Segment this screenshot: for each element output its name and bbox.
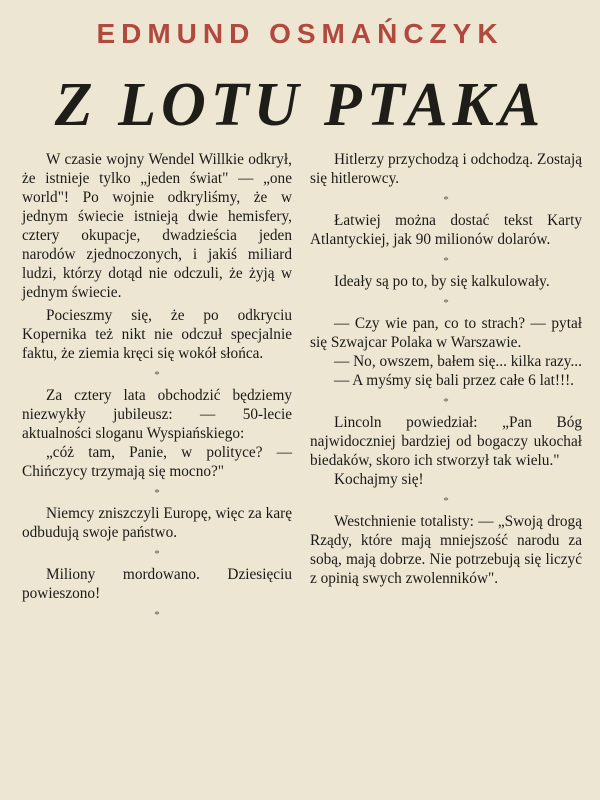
separator-star: *	[154, 609, 160, 621]
paragraph: — Czy wie pan, co to strach? — pytał się Szwajcar Polaka w Warszawie.	[310, 315, 582, 351]
separator-star: *	[443, 255, 449, 267]
separator-star: *	[154, 487, 160, 499]
paragraph: Lincoln powiedział: „Pan Bóg najwidoczniej bardziej od bogaczy ukochał biedaków, skoro ich stworzył tak wielu."	[310, 414, 582, 469]
separator-star: *	[443, 297, 449, 309]
paragraph: Łatwiej można dostać tekst Karty Atlantyckiej, jak 90 milionów dolarów.	[310, 212, 582, 248]
left-column	[22, 150, 292, 626]
paragraph: Niemcy zniszczyli Europę, więc za karę odbudują swoje państwo.	[22, 505, 292, 541]
paragraph: „cóż tam, Panie, w polityce? — Chińczycy trzymają się mocno?"	[22, 444, 292, 480]
paragraph: — A myśmy się bali przez całe 6 lat!!!.	[334, 372, 574, 389]
separator-star: *	[443, 194, 449, 206]
separator-star: *	[154, 548, 160, 560]
paragraph: Pocieszmy się, że po odkryciu Kopernika też nikt nie odczuł specjalnie faktu, że ziemia kręci się wokół słońca.	[22, 307, 292, 362]
paragraph: Kochajmy się!	[334, 471, 424, 488]
author-name: EDMUND OSMAŃCZYK	[96, 18, 504, 49]
paragraph: Hitlerzy przychodzą i odchodzą. Zostają się hitlerowcy.	[310, 151, 582, 187]
article-title: Z LOTU PTAKA	[54, 71, 546, 139]
paragraph: Westchnienie totalisty: — „Swoją drogą Rządy, które mają mniejszość narodu za sobą, mają dobrze. Nie potrzebują się liczyć z opinią swych zwolenników".	[310, 513, 582, 587]
separator-star: *	[154, 369, 160, 381]
paragraph: Za cztery lata obchodzić będziemy niezwykły jubileusz: — 50-lecie aktualności sloganu Wyspiańskiego:	[22, 387, 292, 442]
separator-star: *	[443, 396, 449, 408]
right-column	[310, 150, 582, 588]
separator-star: *	[443, 495, 449, 507]
paragraph: W czasie wojny Wendel Willkie odkrył, że istnieje tylko „jeden świat" — „one world"! Po wojnie odkryliśmy, że w jednym świecie istnieją dwie hemisfery, cztery okupacje, dwadzieścia jeden narodów zjednoczonych, i jakiś miliard ludzi, którzy dotąd nie odczuli, że żyją w jednym świecie.	[22, 151, 292, 301]
paragraph: Ideały są po to, by się kalkulowały.	[334, 273, 550, 290]
paragraph: — No, owszem, bałem się... kilka razy...	[334, 353, 582, 370]
paragraph: Miliony mordowano. Dziesięciu powieszono!	[22, 566, 292, 602]
